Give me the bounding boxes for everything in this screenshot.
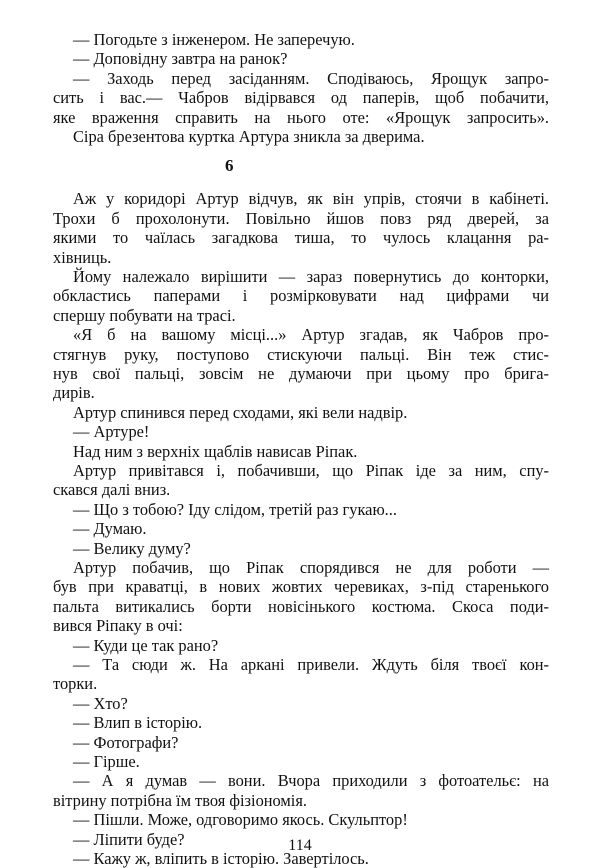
text-line: був при краватці, в нових жовтих черевиках, з-під старенького [53, 577, 549, 597]
text-line: торки. [53, 674, 98, 694]
text-line: — Доповідну завтра на ранок? [73, 49, 288, 69]
text-line: — Думаю. [73, 519, 147, 539]
page-number: 114 [288, 837, 312, 854]
text-line: спершу побувати на трасі. [53, 305, 236, 325]
text-line: — Куди це так рано? [73, 635, 219, 655]
text-line: — А я думав — вони. Вчора приходили з фотоательє: на [73, 771, 549, 791]
text-line: — Пішли. Може, одговоримо якось. Скульптор! [73, 810, 408, 830]
text-line: Аж у коридорі Артур відчув, як він упрів, стоячи в кабінеті. [73, 189, 549, 209]
text-line: сить і вас.— Чабров відірвався од паперів, щоб побачити, [53, 88, 549, 108]
text-line: Артур побачив, що Ріпак спорядився не для роботи — [73, 558, 549, 577]
text-line: Трохи б прохолонути. Повільно йшов повз ряд дверей, за [53, 208, 549, 228]
text-line: — Фотографи? [73, 732, 179, 752]
text-line: — Гірше. [73, 752, 140, 771]
text-line: стягнув руку, поступово стискуючи пальці. Він теж стис- [53, 344, 549, 364]
text-line: Над ним з верхніх щаблів нависав Ріпак. [73, 441, 358, 461]
text-line: хівниць. [53, 247, 112, 267]
text-line: Йому належало вирішити — зараз повернутись до конторки, [73, 267, 549, 286]
text-line: яке враження справить на нього оте: «Ярощук запросить». [53, 107, 549, 127]
text-line: пальта витикались борти новісінького костюма. Скоса поди- [53, 596, 549, 616]
text-line: — Кажу ж, вліпить в історію. Завертілось. [73, 849, 369, 868]
text-line: Артур спинився перед сходами, які вели надвір. [73, 402, 408, 422]
text-line: вився Ріпаку в очі: [53, 616, 183, 636]
text-line: — Влип в історію. [73, 713, 203, 733]
text-line: якими то чаїлась загадкова тиша, то чулось клацання ра- [53, 228, 549, 248]
text-line: скався далі вниз. [53, 480, 171, 500]
text-line: — Та сюди ж. На аркані привели. Ждуть біля твоєї кон- [73, 655, 549, 674]
section-number: 6 [225, 156, 234, 176]
text-line: — Що з тобою? Іду слідом, третій раз гукаю... [73, 499, 397, 519]
text-line: Сіра брезентова куртка Артура зникла за дверима. [73, 127, 425, 146]
text-line: — Велику думу? [73, 538, 191, 558]
text-line: вітрину потрібна їм твоя фізіономія. [53, 790, 307, 810]
text-line: обкластись паперами і розмірковувати над цифрами чи [53, 286, 549, 306]
text-line: — Хто? [73, 693, 128, 713]
text-line: — Погодьте з інженером. Не заперечую. [73, 30, 355, 49]
text-line: — Ліпити буде? [73, 829, 185, 849]
text-line: Артур привітався і, побачивши, що Ріпак іде за ним, спу- [73, 461, 549, 480]
text-line: — Заходь перед засіданням. Сподіваюсь, Ярощук запро- [73, 68, 549, 88]
text-line: дирів. [53, 383, 95, 403]
text-line: «Я б на вашому місці...» Артур згадав, як Чабров про- [73, 325, 549, 345]
text-line: — Артуре! [73, 422, 150, 442]
text-line: нув свої пальці, зовсім не думаючи при цьому про брига- [53, 364, 549, 383]
